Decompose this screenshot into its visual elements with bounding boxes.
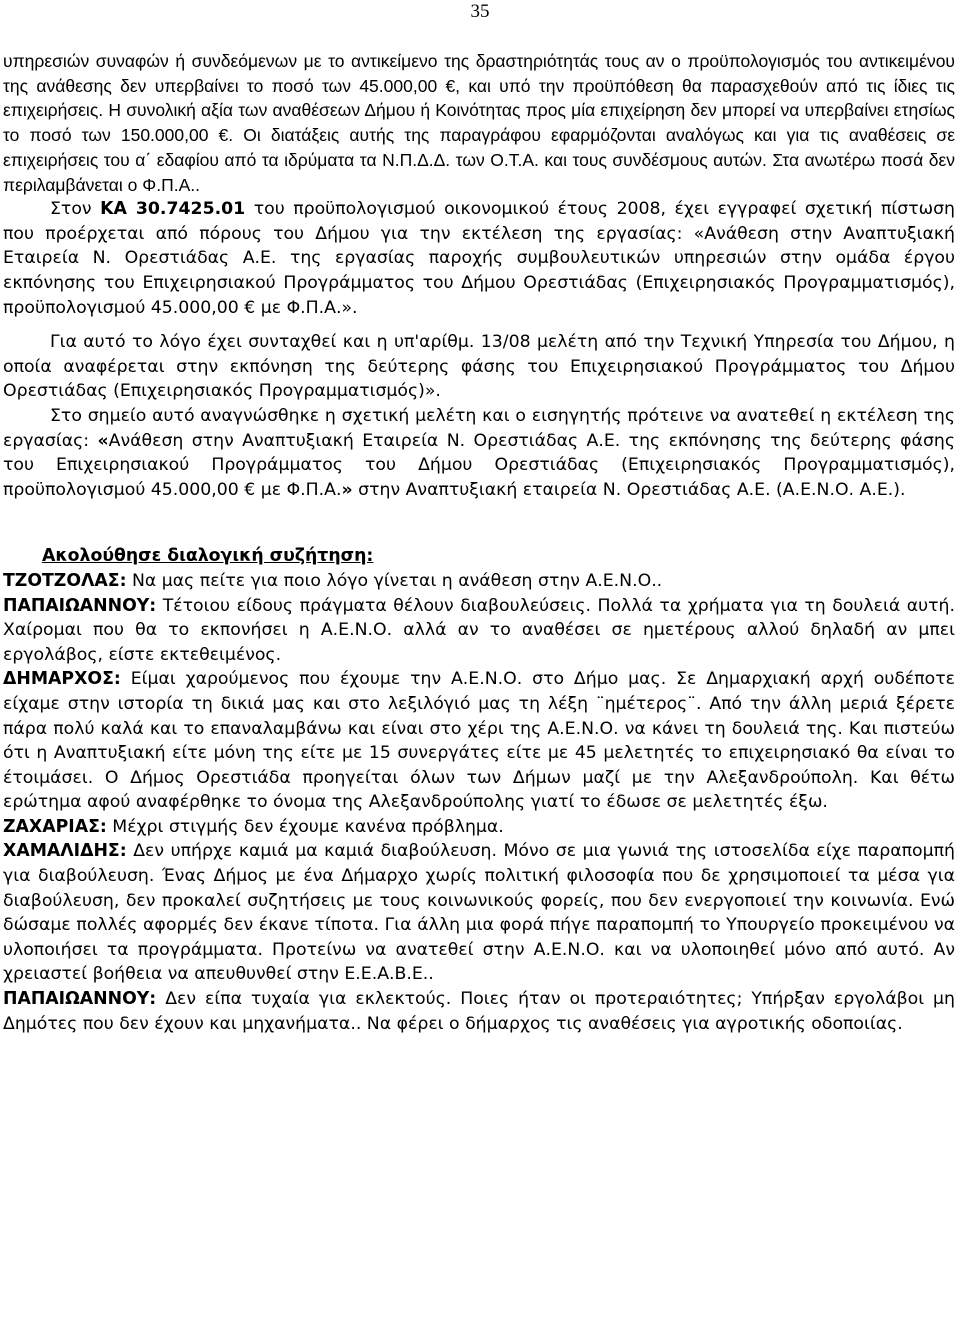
proposal-text-3: στην Αναπτυξιακή εταιρεία Ν. Ορεστιάδας Α.Ε. (Α.Ε.Ν.Ο. Α.Ε.). <box>352 479 906 500</box>
speech-text: Δεν υπήρχε καμιά μα καμιά διαβούλευση. Μόνο σε μια γωνιά της ιστοσελίδα είχε παραπομπή για διαβούλευση. Ένας Δήμος με ένα Δήμαρχο χωρίς πολιτική φιλοσοφία που δε χρησιμοποιεί τα μέσα για διαβούλευση, δεν προκαλεί συζητήσεις με τους κοινωνικούς φορείς, που δεν ενεργοποιεί την κοινωνία. Ενώ δώσαμε πολλές αφορμές δεν έκανε τίποτα. Για άλλη μια φορά πήγε παραπομπή το Υπουργείο προκειμένου να υλοποιήσει τα προγράμματα. Προτείνω να ανατεθεί στην Α.Ε.Ν.Ο. και να υλοποιηθεί μόνο από αυτό. Αν χρειαστεί βοήθεια να απευθυνθεί στην Ε.Ε.Α.Β.Ε.. <box>3 841 955 985</box>
ka-code: ΚΑ 30.7425.01 <box>100 199 246 220</box>
ka-prefix: Στον <box>50 199 101 220</box>
ka-paragraph <box>3 197 955 320</box>
speech-text: Είμαι χαρούμενος που έχουμε την Α.Ε.Ν.Ο. στο Δήμο μας. Σε Δημαρχιακή αρχή ουδέποτε είχαμε στην ιστορία τη δικιά μας και στο λεξιλόγιό μας τη λέξη ¨ημέτερος¨. Από την άλλη μεριά ξέρετε πάρα πολύ καλά και το επαναλαμβάνω και είναι στο χέρι της Α.Ε.Ν.Ο. να κάνει τη δουλειά της. Και πιστεύω ότι η Αναπτυξιακή είτε μόνη της είτε με 15 συνεργάτες είτε με 45 μελετητές το επιχειρησιακό θα είναι το έτοιμάσει. Ο Δήμος Ορεστιάδα προηγείται όλων των Δήμων μαζί με την Αλεξανδρούπολη. Και θέτω ερώτημα αφού αναφέρθηκε το όνομα της Αλεξανδρούπολης γιατί το έδωσε σε μελετητές έξω. <box>3 669 955 813</box>
speaker-name: ΤΖΟΤΖΟΛΑΣ: <box>3 570 127 591</box>
speech-chamalidis <box>3 839 955 987</box>
proposal-text-1: Στο σημείο αυτό αναγνώσθηκε η σχετική μελέτη και ο εισηγητής πρότεινε να ανατεθεί η εκτέλεση της εργασίας: <box>3 405 955 451</box>
page-number: 35 <box>470 1 490 22</box>
speech-text: Δεν είπα τυχαία για εκλεκτούς. Ποιες ήταν οι προτεραιότητες; Υπήρξαν εργολάβοι μη Δημότες που δεν έχουν και μηχανήματα.. Να φέρει ο δήμαρχος τις αναθέσεις για αγροτικής οδοποιίας. <box>3 989 955 1034</box>
document-body <box>3 49 955 1036</box>
speaker-name: ΧΑΜΑΛΙΔΗΣ: <box>3 841 127 862</box>
speech-papaioannou <box>3 594 955 668</box>
speaker-name: ΠΑΠΑΙΩΑΝΝΟΥ: <box>3 989 157 1010</box>
intro-paragraph: υπηρεσιών συναφών ή συνδεόμενων με το αντικείμενο της δραστηριότητάς τους αν ο προϋπολογισμός του αντικειμένου της ανάθεσης δεν υπερβαίνει το ποσό των 45.000,00 €, και υπό την προϋπόθεση θα παρασχεθούν από τις ίδιες τις επιχειρήσεις. Η συνολική αξία των αναθέσεων Δήμου ή Κοινότητας προς μία επιχείρηση δεν μπορεί να υπερβαίνει ετησίως το ποσό των 150.000,00 €. Οι διατάξεις αυτής της παραγράφου εφαρμόζονται αναλόγως και για τις αναθέσεις σε επιχειρήσεις του α΄ εδαφίου από τα ιδρύματα τα Ν.Π.Δ.Δ. των Ο.Τ.Α. και τους συνδέσμους αυτών. Στα ανωτέρω ποσά δεν περιλαμβάνεται ο Φ.Π.Α.. <box>3 51 955 195</box>
speech-text: Μέχρι στιγμής δεν έχουμε κανένα πρόβλημα. <box>106 816 504 837</box>
speech-text: Τέτοιου είδους πράγματα θέλουν διαβουλεύσεις. Πολλά τα χρήματα για τη δουλειά αυτή. Χαίρομαι που θα το εκπονήσει η Α.Ε.Ν.Ο. αλλά αν το αναθέσει σε ημετέρους αλλού δηλαδή αν μπει εργολάβος, είστε εκτεθειμένος. <box>3 595 955 665</box>
speech-papaioannou-2 <box>3 987 955 1036</box>
proposal-close-quote: » <box>341 479 353 500</box>
speech-zacharias <box>3 815 955 840</box>
proposal-open-quote: « <box>97 430 109 451</box>
ka-text: του προϋπολογισμού οικονομικού έτους 2008, έχει εγγραφεί σχετική πίστωση που προέρχεται από πόρους του Δήμου για την εκτέλεση της εργασίας: <box>3 199 956 244</box>
speech-tzotzolas <box>3 569 955 594</box>
study-paragraph: Για αυτό το λόγο έχει συνταχθεί και η υπ'αρίθμ. 13/08 μελέτη από την Τεχνική Υπηρεσία του Δήμου, η οποία αναφέρεται στην εκπόνηση της δεύτερης φάσης του Επιχειρησιακού Προγράμματος του Δήμου Ορεστιάδας (Επιχειρησιακός Προγραμματισμός)». <box>3 332 955 402</box>
speaker-name: ΠΑΠΑΙΩΑΝΝΟΥ: <box>3 595 157 616</box>
speech-dimarchos <box>3 667 955 815</box>
proposal-paragraph <box>3 404 955 502</box>
discussion-heading: Ακολούθησε διαλογική συζήτηση: <box>42 546 374 567</box>
speaker-name: ΖΑΧΑΡΙΑΣ: <box>3 816 107 837</box>
ka-quote: «Ανάθεση στην Αναπτυξιακή Εταιρεία Ν. Ορεστιάδας Α.Ε. της εργασίας παροχής συμβουλευτικών υπηρεσιών στην ομάδα έργου εκπόνησης του Επιχειρησιακού Προγράμματος του Δήμου Ορεστιάδας (Επιχειρησιακός Προγραμματισμός), προϋπολογισμού 45.000,00 € με Φ.Π.Α.». <box>3 223 955 318</box>
speech-text: Να μας πείτε για ποιο λόγο γίνεται η ανάθεση στην Α.Ε.Ν.Ο.. <box>126 570 663 591</box>
proposal-text-2: Ανάθεση στην Αναπτυξιακή Εταιρεία Ν. Ορεστιάδας Α.Ε. της εκπόνησης της δεύτερης φάσης του Επιχειρησιακού Προγράμματος του Δήμου Ορεστιάδας (Επιχειρησιακός Προγραμματισμός), προϋπολογισμού 45.000,00 € με Φ.Π.Α. <box>3 430 955 500</box>
speaker-name: ΔΗΜΑΡΧΟΣ: <box>3 669 121 690</box>
